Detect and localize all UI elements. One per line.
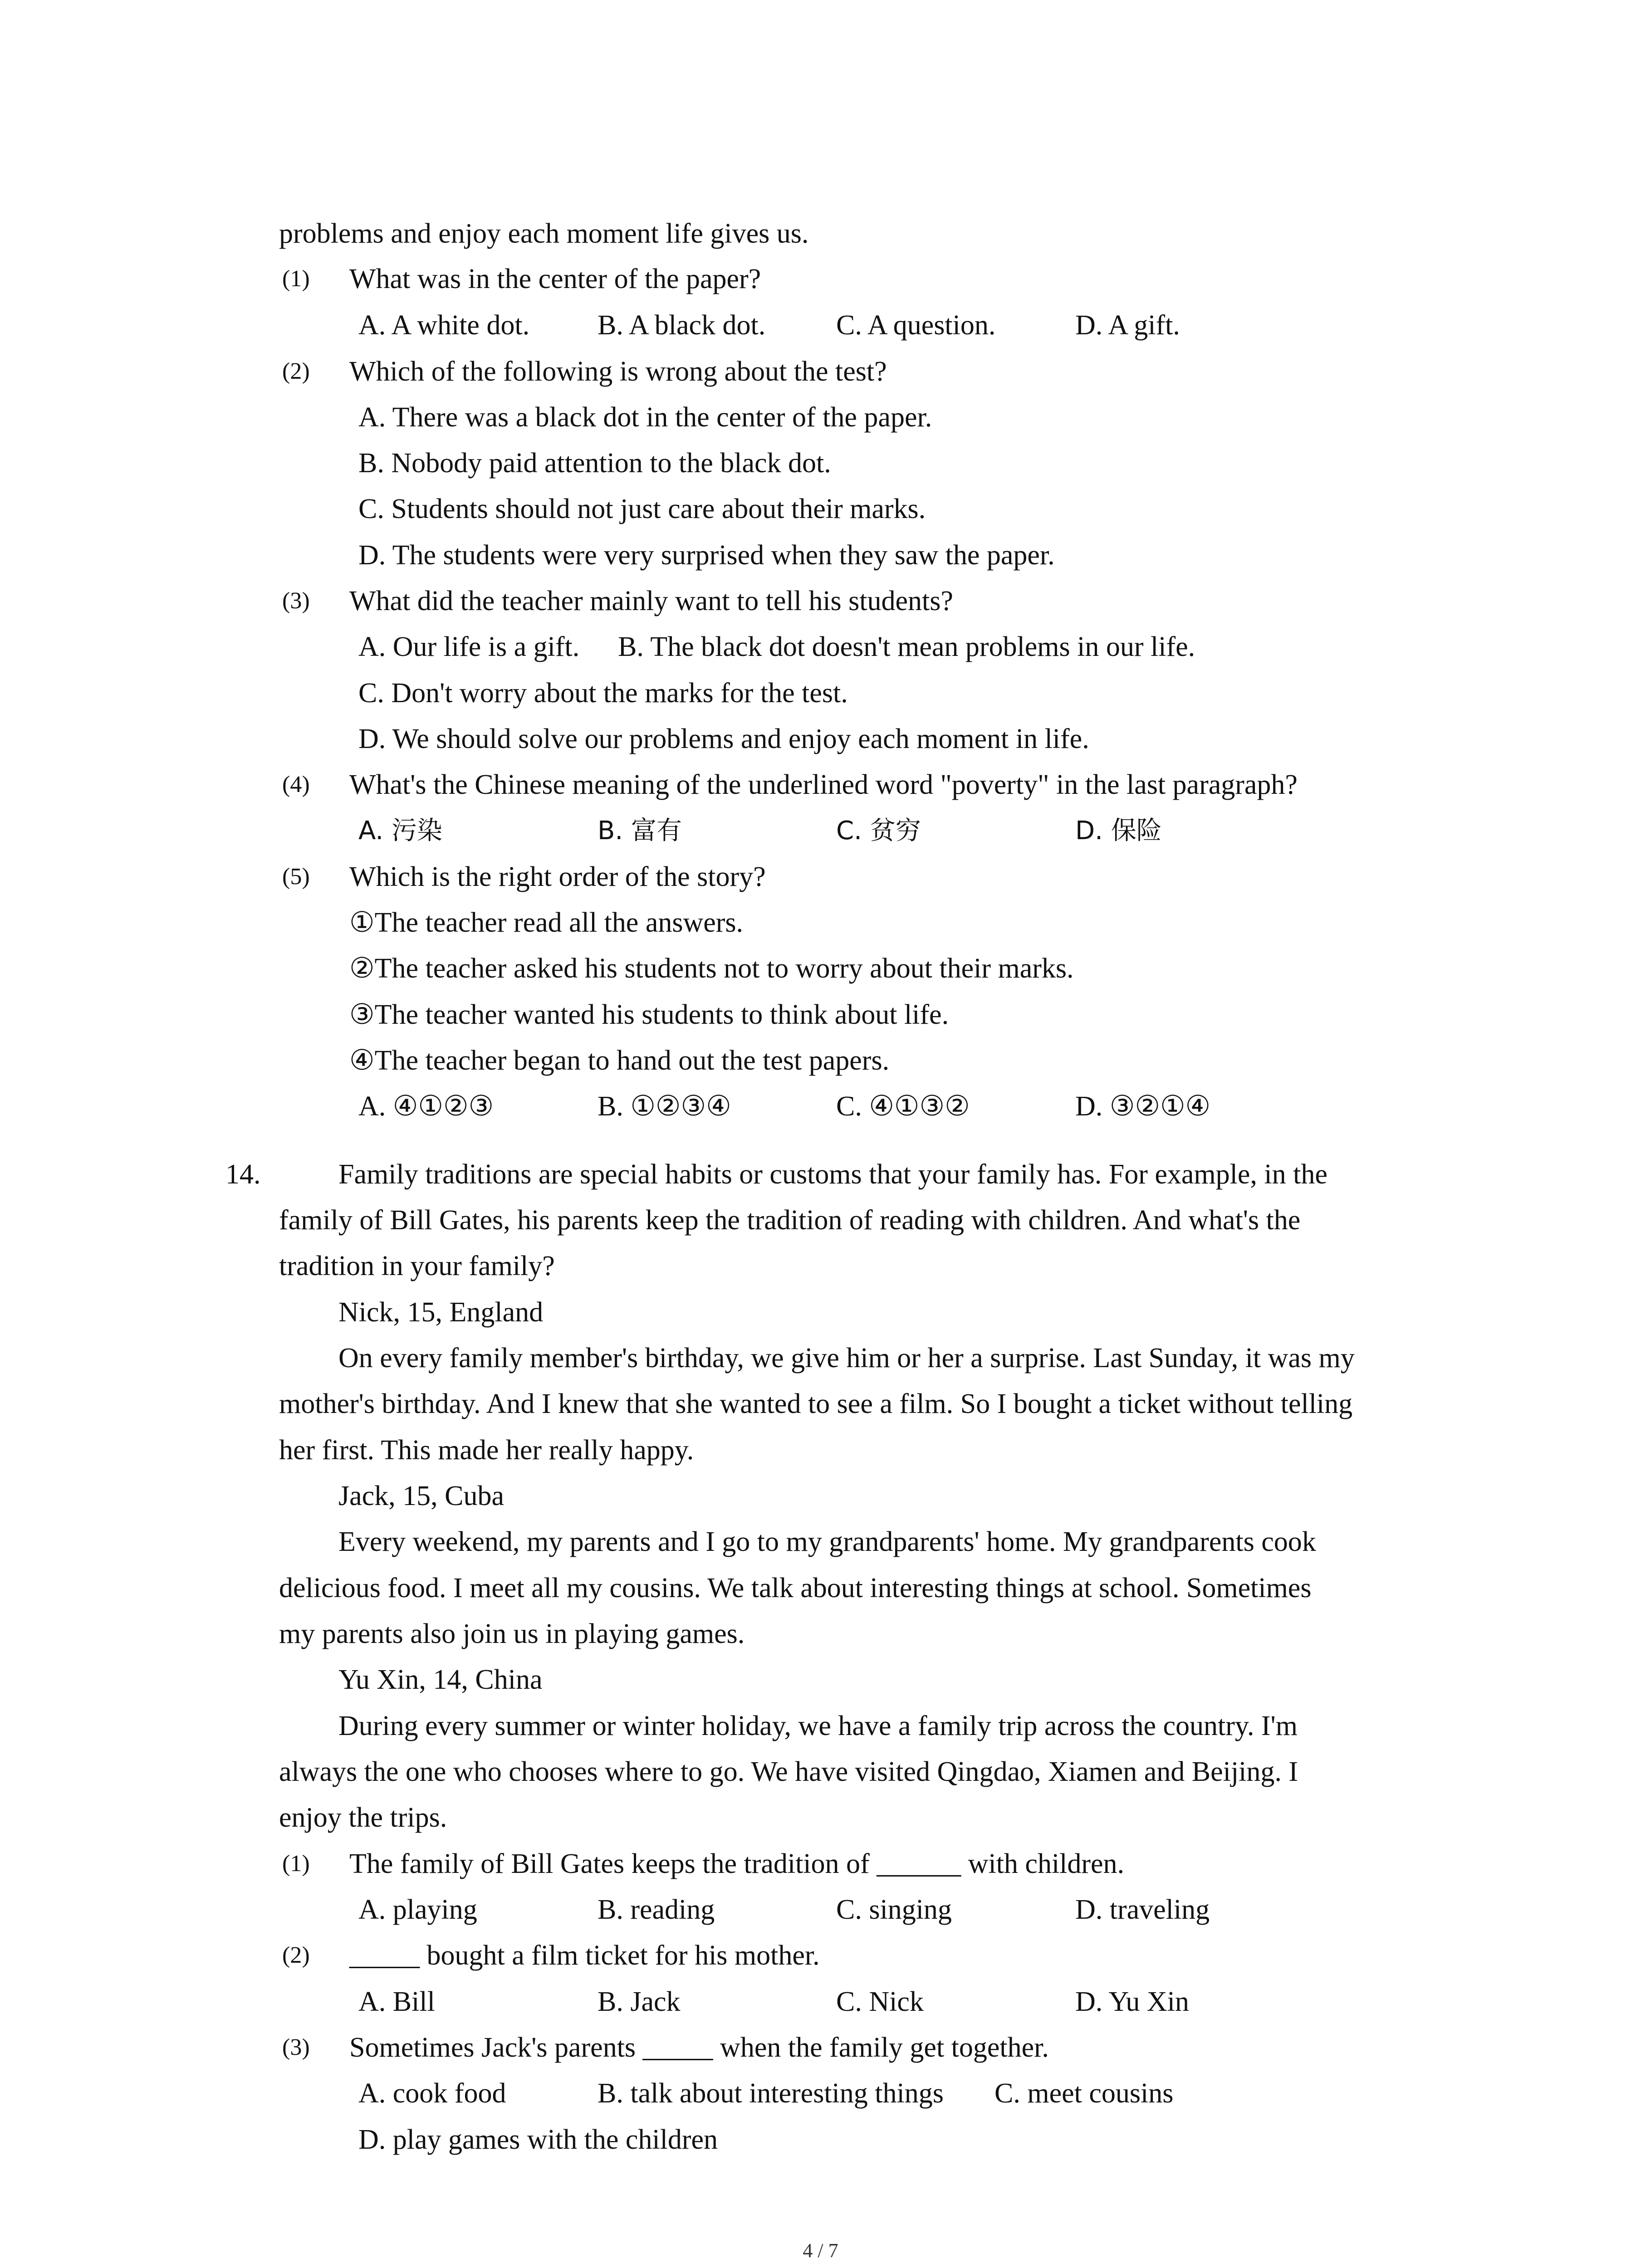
question-text: The family of Bill Gates keeps the tradition of ______ with children.: [349, 1848, 1125, 1879]
option-d: D. play games with the children: [358, 2124, 718, 2155]
option-b: B. reading: [598, 1894, 715, 1925]
option-c: C. meet cousins: [994, 2078, 1174, 2109]
question-text: What was in the center of the paper?: [349, 264, 761, 294]
question-number: (5): [282, 864, 310, 890]
option-d: D. The students were very surprised when they saw the paper.: [358, 540, 1055, 571]
person-line: enjoy the trips.: [279, 1802, 447, 1833]
option-d: D. We should solve our problems and enjoy each moment in life.: [358, 723, 1089, 754]
question-number: (1): [282, 266, 310, 292]
passage-end: problems and enjoy each moment life gives us.: [279, 218, 809, 249]
person-name: Jack, 15, Cuba: [338, 1481, 505, 1511]
option-a: A. 污染: [358, 816, 442, 846]
option-c: C. A question.: [836, 310, 996, 341]
option-b: B. ①②③④: [598, 1091, 731, 1122]
option-b: B. 富有: [598, 816, 682, 846]
person-line: delicious food. I meet all my cousins. We talk about interesting things at school. Sometimes: [279, 1573, 1312, 1603]
person-line: mother's birthday. And I knew that she wanted to see a film. So I bought a ticket without telling: [279, 1388, 1353, 1419]
option-c: C. Don't worry about the marks for the test.: [358, 678, 848, 709]
question-text: Which is the right order of the story?: [349, 861, 766, 892]
order-item: ②The teacher asked his students not to worry about their marks.: [349, 953, 1074, 984]
option-c: C. ④①③②: [836, 1091, 970, 1122]
option-c: C. 贫穷: [836, 816, 921, 846]
question-text: What did the teacher mainly want to tell his students?: [349, 586, 953, 616]
option-b: B. Jack: [598, 1986, 681, 2017]
option-d: D. traveling: [1075, 1894, 1210, 1925]
option-a: A. Our life is a gift.: [358, 631, 580, 662]
option-c: C. Students should not just care about their marks.: [358, 494, 926, 524]
person-name: Yu Xin, 14, China: [338, 1664, 543, 1695]
question-text: Sometimes Jack's parents _____ when the family get together.: [349, 2032, 1049, 2063]
option-b: B. The black dot doesn't mean problems in our life.: [618, 631, 1195, 662]
question-14-number: 14.: [225, 1159, 261, 1190]
intro-line: Family traditions are special habits or customs that your family has. For example, in the: [338, 1159, 1327, 1190]
option-a: A. There was a black dot in the center of the paper.: [358, 402, 932, 433]
option-a: A. ④①②③: [358, 1091, 494, 1122]
question-number: (3): [282, 588, 310, 614]
order-item: ④The teacher began to hand out the test papers.: [349, 1045, 890, 1076]
option-a: A. A white dot.: [358, 310, 530, 341]
question-number: (1): [282, 1851, 310, 1877]
question-number: (4): [282, 772, 310, 797]
question-text: What's the Chinese meaning of the underlined word "poverty" in the last paragraph?: [349, 769, 1298, 800]
option-d: D. Yu Xin: [1075, 1986, 1189, 2017]
person-name: Nick, 15, England: [338, 1297, 544, 1328]
order-item: ③The teacher wanted his students to think about life.: [349, 999, 949, 1030]
option-c: C. Nick: [836, 1986, 924, 2017]
page-number: 4 / 7: [803, 2239, 838, 2262]
option-b: B. Nobody paid attention to the black dot.: [358, 448, 831, 479]
question-number: (2): [282, 358, 310, 384]
option-a: A. cook food: [358, 2078, 506, 2109]
person-line: my parents also join us in playing games.: [279, 1618, 745, 1649]
person-line: On every family member's birthday, we give him or her a surprise. Last Sunday, it was my: [338, 1343, 1355, 1374]
order-item: ①The teacher read all the answers.: [349, 907, 744, 938]
option-b: B. A black dot.: [598, 310, 766, 341]
option-a: A. playing: [358, 1894, 477, 1925]
intro-line: tradition in your family?: [279, 1251, 555, 1281]
option-d: D. ③②①④: [1075, 1091, 1211, 1122]
intro-line: family of Bill Gates, his parents keep the tradition of reading with children. And what's the: [279, 1205, 1301, 1236]
option-d: D. 保险: [1075, 816, 1162, 846]
option-d: D. A gift.: [1075, 310, 1180, 341]
person-line: her first. This made her really happy.: [279, 1435, 694, 1466]
option-a: A. Bill: [358, 1986, 435, 2017]
option-b: B. talk about interesting things: [598, 2078, 944, 2109]
question-text: _____ bought a film ticket for his mother.: [349, 1940, 820, 1971]
person-line: During every summer or winter holiday, we have a family trip across the country. I'm: [338, 1711, 1298, 1741]
person-line: always the one who chooses where to go. We have visited Qingdao, Xiamen and Beijing. I: [279, 1756, 1298, 1787]
question-number: (3): [282, 2034, 310, 2060]
person-line: Every weekend, my parents and I go to my grandparents' home. My grandparents cook: [338, 1526, 1316, 1557]
question-number: (2): [282, 1942, 310, 1968]
question-text: Which of the following is wrong about the test?: [349, 356, 887, 387]
option-c: C. singing: [836, 1894, 952, 1925]
